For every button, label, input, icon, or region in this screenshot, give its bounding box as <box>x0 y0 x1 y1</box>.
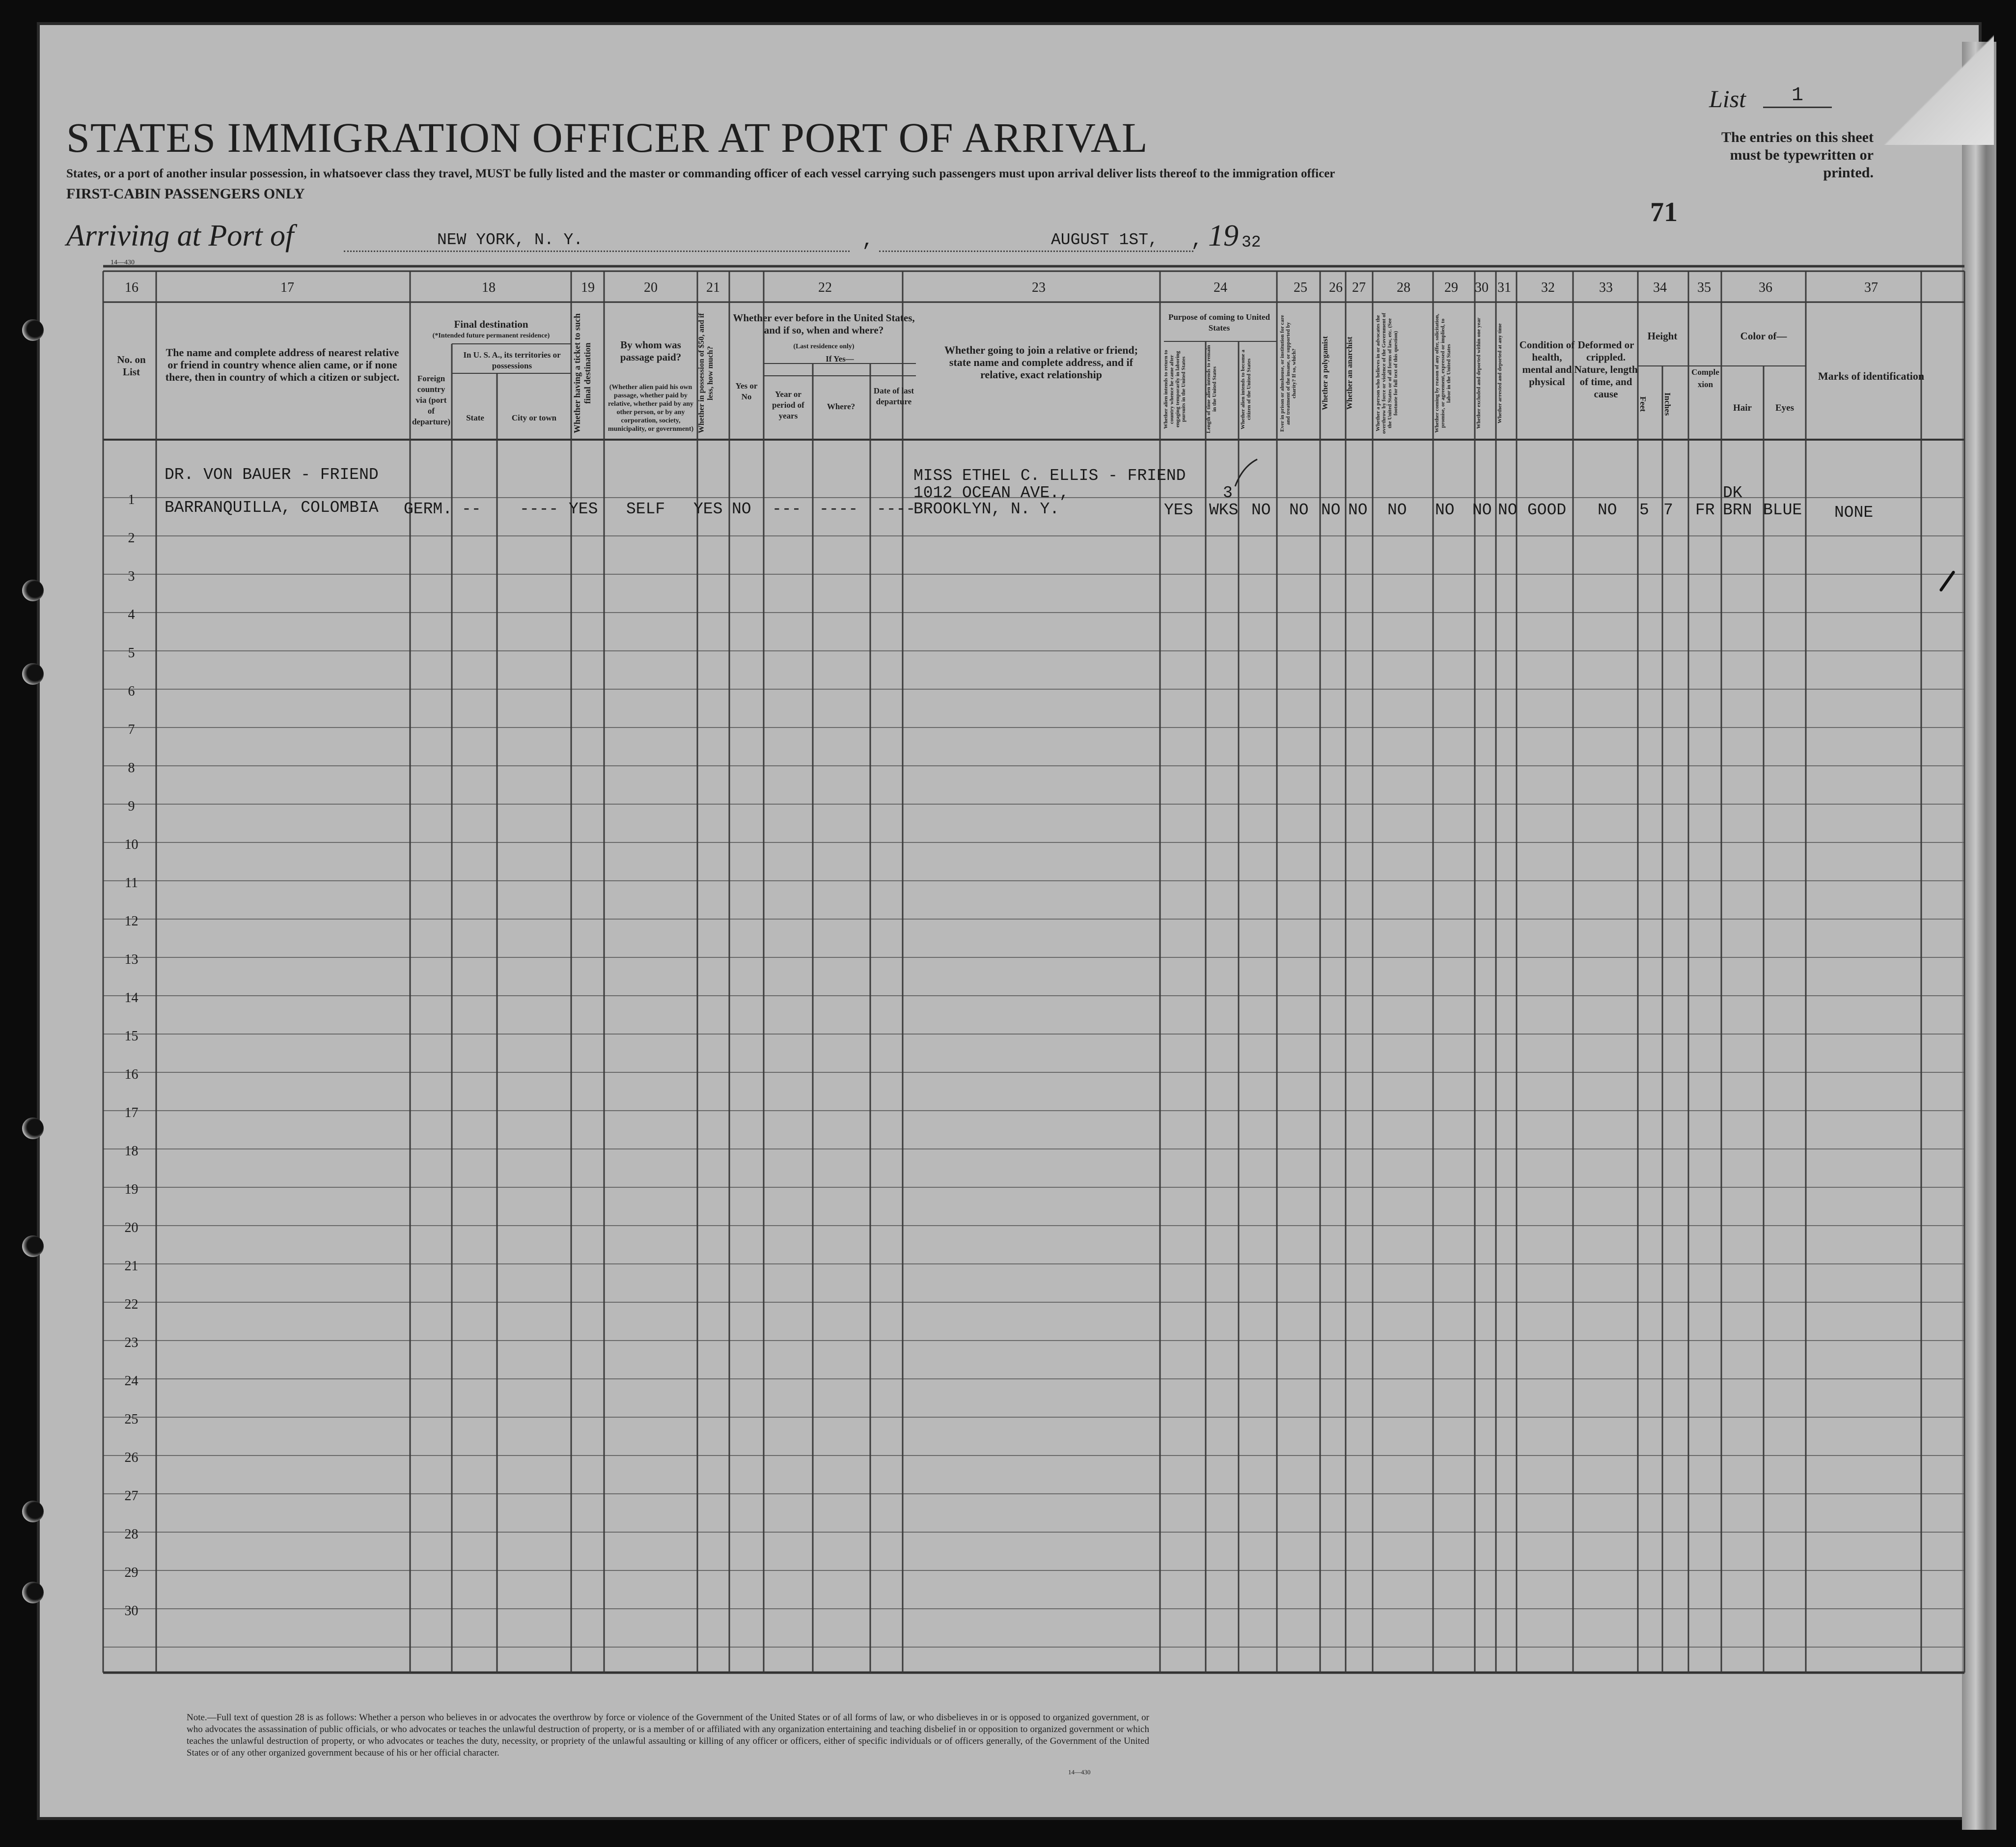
deformed-value: NO <box>1598 501 1617 519</box>
header-ticket: Whether having a ticket to such final destination <box>572 313 592 434</box>
footnote-form-number: 14—430 <box>1068 1768 1091 1776</box>
col-number: 22 <box>818 280 832 295</box>
header-hair: Hair <box>1733 403 1752 413</box>
arriving-label: Arriving at Port of <box>66 219 294 252</box>
header-return: Whether alien intends to return to country whence he came after engaging temporarily in laboring pursuits in the United States <box>1163 350 1187 429</box>
prison-value: NO <box>1289 501 1309 519</box>
col-number: 19 <box>581 280 595 295</box>
anarchist-value: NO <box>1348 501 1368 519</box>
citizen-value: NO <box>1251 501 1271 519</box>
deported-value: NO <box>1498 501 1518 519</box>
date-departure-value: ---- <box>877 500 916 518</box>
list-label: List <box>1709 85 1746 112</box>
header-ever-before-note: (Last residence only) <box>793 343 855 350</box>
joining-street: 1012 OCEAN AVE., <box>913 484 1069 502</box>
row-number: 27 <box>124 1488 138 1504</box>
feet-value: 5 <box>1639 501 1649 519</box>
header-fifty-dollars: Whether in possession of $50, and if less, how much? <box>697 313 715 434</box>
col-number: 34 <box>1653 280 1667 295</box>
header-purpose: Purpose of coming to United States <box>1168 312 1270 333</box>
header-passage-paid: By whom was passage paid? <box>620 339 682 363</box>
col-number: 17 <box>280 280 294 295</box>
complexion-value: FR <box>1695 501 1715 519</box>
header-foreign-country: Foreign country via (port of departure) <box>412 374 451 426</box>
col-number: 29 <box>1444 280 1458 295</box>
row-number: 5 <box>128 645 135 661</box>
joining-city: BROOKLYN, N. Y. <box>913 500 1060 518</box>
row-number: 22 <box>124 1297 138 1312</box>
form-subtitle: States, or a port of another insular possession, in whatsoever class they travel, MUST be fully listed and the master or commanding officer of each vessel carrying such passengers must upon arrival deliver lists thereof to the immigration officer <box>66 167 1335 180</box>
list-number: 1 <box>1763 84 1832 108</box>
length-number: 3 <box>1223 484 1233 502</box>
row-number: 10 <box>124 837 138 852</box>
fifty-dollars-value: YES <box>693 500 723 518</box>
pen-mark <box>1233 457 1262 491</box>
ticket-value: YES <box>569 500 598 518</box>
header-final-destination: Final destination <box>454 318 528 330</box>
header-where: Where? <box>827 402 856 411</box>
header-state: State <box>466 413 484 422</box>
marks-value: NONE <box>1834 504 1874 522</box>
header-inches-text: Inches <box>1663 392 1672 416</box>
row-number: 17 <box>124 1105 138 1120</box>
col-number: 24 <box>1214 280 1227 295</box>
row-number: 19 <box>124 1182 138 1197</box>
return-value: YES <box>1164 501 1193 519</box>
header-eyes: Eyes <box>1775 403 1794 413</box>
header-usa: In U. S. A., its territories or possessions <box>463 350 561 370</box>
col-number: 26 <box>1329 280 1343 295</box>
eyes-value: BLUE <box>1763 501 1802 519</box>
header-relative: The name and complete address of nearest relative or friend in country whence alien came, or if none there, then in country of which a citizen or subject. <box>165 346 400 383</box>
header-polygamist: Whether a polygamist <box>1321 336 1329 411</box>
header-citizen: Whether alien intends to become a citizen of the United States <box>1240 349 1252 429</box>
row-number: 24 <box>124 1373 138 1389</box>
length-unit: WKS <box>1209 501 1239 519</box>
col-number: 35 <box>1697 280 1711 295</box>
row-number: 25 <box>124 1412 138 1427</box>
row-number: 9 <box>128 799 135 814</box>
row-number: 6 <box>128 684 135 699</box>
row-number: 16 <box>124 1067 138 1082</box>
header-year: Year or period of years <box>772 390 804 420</box>
header-yes-no: Yes or No <box>735 381 758 401</box>
header-health: Condition of health, mental and physical <box>1519 339 1575 388</box>
header-excluded: Whether excluded and deported within one year <box>1476 317 1482 429</box>
header-inches <box>1662 373 1687 435</box>
relative-address: BARRANQUILLA, COLOMBIA <box>165 499 379 517</box>
health-value: GOOD <box>1527 501 1567 519</box>
header-height: Height <box>1647 330 1678 342</box>
row-number: 14 <box>124 990 138 1006</box>
header-length: Length of time alien intends to remain in the United States <box>1206 345 1217 434</box>
row-number: 15 <box>124 1029 138 1044</box>
col-number: 32 <box>1541 280 1555 295</box>
row-number: 7 <box>128 722 135 737</box>
relative-name: DR. VON BAUER - FRIEND <box>165 466 379 484</box>
form-number: 14—430 <box>110 259 135 266</box>
joining-name: MISS ETHEL C. ELLIS - FRIEND <box>913 467 1186 485</box>
row-number: 8 <box>128 760 135 776</box>
col-number: 16 <box>125 280 138 295</box>
row-number: 12 <box>124 914 138 929</box>
header-anarchist: Whether an anarchist <box>1346 336 1354 410</box>
offer-value: NO <box>1435 501 1455 519</box>
row-number: 20 <box>124 1220 138 1235</box>
ever-before-value: NO <box>732 500 751 518</box>
footnote: Note.—Full text of question 28 is as follows: Whether a person who believes in or advocates the overthrow by force or violence of the Government of the United States or of all forms of law, or who disbelieves in or is opposed to organized government, or who advocates the assassination of public officials, or who advocates or teaches the unlawful destruction of property, or is a member of or affiliated with any organization entertaining and teaching disbelief in or opposition to organized government or which teaches the unlawful destruction of property, or who advocates or teaches the duty, necessity, or propriety of the unlawful assaulting or killing of any officer or officers, either of specific individuals or of officers generally, of the Government of the United States or of any other organized government because of his or her official character. <box>187 1712 1149 1758</box>
header-marks: Marks of identification <box>1818 370 1925 382</box>
header-feet-text: Feet <box>1638 396 1648 412</box>
comma: , <box>1191 230 1203 252</box>
row-number: 1 <box>128 492 135 507</box>
row-number: 30 <box>124 1603 138 1619</box>
header-deported: Whether arrested and deported at any time <box>1497 323 1503 423</box>
col-number: 33 <box>1599 280 1613 295</box>
sheet-number: 71 <box>1650 197 1678 227</box>
col-number: 30 <box>1475 280 1489 295</box>
passage-paid-value: SELF <box>626 500 665 518</box>
row-number: 29 <box>124 1565 138 1580</box>
hair-value-line1: DK <box>1723 484 1742 502</box>
year-prefix: 19 <box>1208 219 1239 252</box>
header-feet <box>1638 373 1662 435</box>
header-final-destination-note: (*Intended future permanent residence) <box>432 332 550 339</box>
where-value: ---- <box>819 500 858 518</box>
city-value: ---- <box>520 500 559 518</box>
col-number: 28 <box>1397 280 1410 295</box>
header-no-on-list: No. on List <box>117 354 146 378</box>
row-number: 11 <box>125 875 138 891</box>
polygamist-value: NO <box>1321 501 1341 519</box>
comma: , <box>862 230 874 252</box>
row-number: 13 <box>124 952 138 967</box>
col-number: 36 <box>1759 280 1772 295</box>
col-number: 23 <box>1032 280 1046 295</box>
col-number: 27 <box>1352 280 1366 295</box>
row-number: 21 <box>124 1259 138 1274</box>
excluded-value: NO <box>1472 501 1492 519</box>
col-number: 20 <box>644 280 658 295</box>
col-number: 25 <box>1294 280 1307 295</box>
row-number: 28 <box>124 1527 138 1542</box>
header-city: City or town <box>511 413 557 422</box>
overthrow-value: NO <box>1387 501 1407 519</box>
first-cabin-label: FIRST-CABIN PASSENGERS ONLY <box>66 186 305 202</box>
header-offer: Whether coming by reason of any offer, solicitation, promise, or agreement, expressed or implied, to labor in the United States <box>1434 313 1452 433</box>
header-complexion: Complexion <box>1691 367 1719 389</box>
row-number: 3 <box>128 569 135 584</box>
col-number: 31 <box>1497 280 1511 295</box>
header-ever-before: Whether ever before in the United States, and if so, when and where? <box>733 312 915 336</box>
foreign-country-value: GERM. <box>404 500 453 518</box>
port-value: NEW YORK, N. Y. <box>437 231 583 249</box>
inches-value: 7 <box>1663 501 1673 519</box>
header-prison: Ever in prison or almshouse, or institution for care and treatment of the insane, or supported by charity? If so, which? <box>1279 315 1297 432</box>
row-number: 2 <box>128 531 135 546</box>
form-title: STATES IMMIGRATION OFFICER AT PORT OF ARRIVAL <box>66 114 1148 161</box>
header-if-yes: If Yes— <box>826 354 854 364</box>
row-number: 18 <box>124 1144 138 1159</box>
year-value: --- <box>772 500 801 518</box>
header-joining: Whether going to join a relative or friend; state name and complete address, and if relative, exact relationship <box>944 344 1138 381</box>
row-number: 4 <box>128 607 135 622</box>
typewritten-note: The entries on this sheet must be typewritten or printed. <box>1721 129 1874 181</box>
header-date-departure: Date of last departure <box>873 386 914 406</box>
header-overthrow: Whether a person who believes in or advocates the overthrow by force or violence of the Government of the United States or of all forms of law, etc. (See footnote for full text of this question) <box>1375 312 1399 434</box>
header-passage-note: (Whether alien paid his own passage, whether paid by relative, whether paid by any other person, or by any corporation, society, municipality, or government) <box>608 384 694 433</box>
col-number: 21 <box>706 280 720 295</box>
hair-value-line2: BRN <box>1723 501 1752 519</box>
state-value: -- <box>462 500 481 518</box>
row-number: 23 <box>124 1335 138 1350</box>
row-number: 26 <box>124 1450 138 1465</box>
header-color: Color of— <box>1740 330 1787 342</box>
header-deformed: Deformed or crippled. Nature, length of time, and cause <box>1574 339 1638 400</box>
col-number: 18 <box>482 280 496 295</box>
date-value: AUGUST 1ST, <box>1051 231 1158 249</box>
col-number: 37 <box>1864 280 1878 295</box>
year-suffix: 32 <box>1242 233 1261 252</box>
